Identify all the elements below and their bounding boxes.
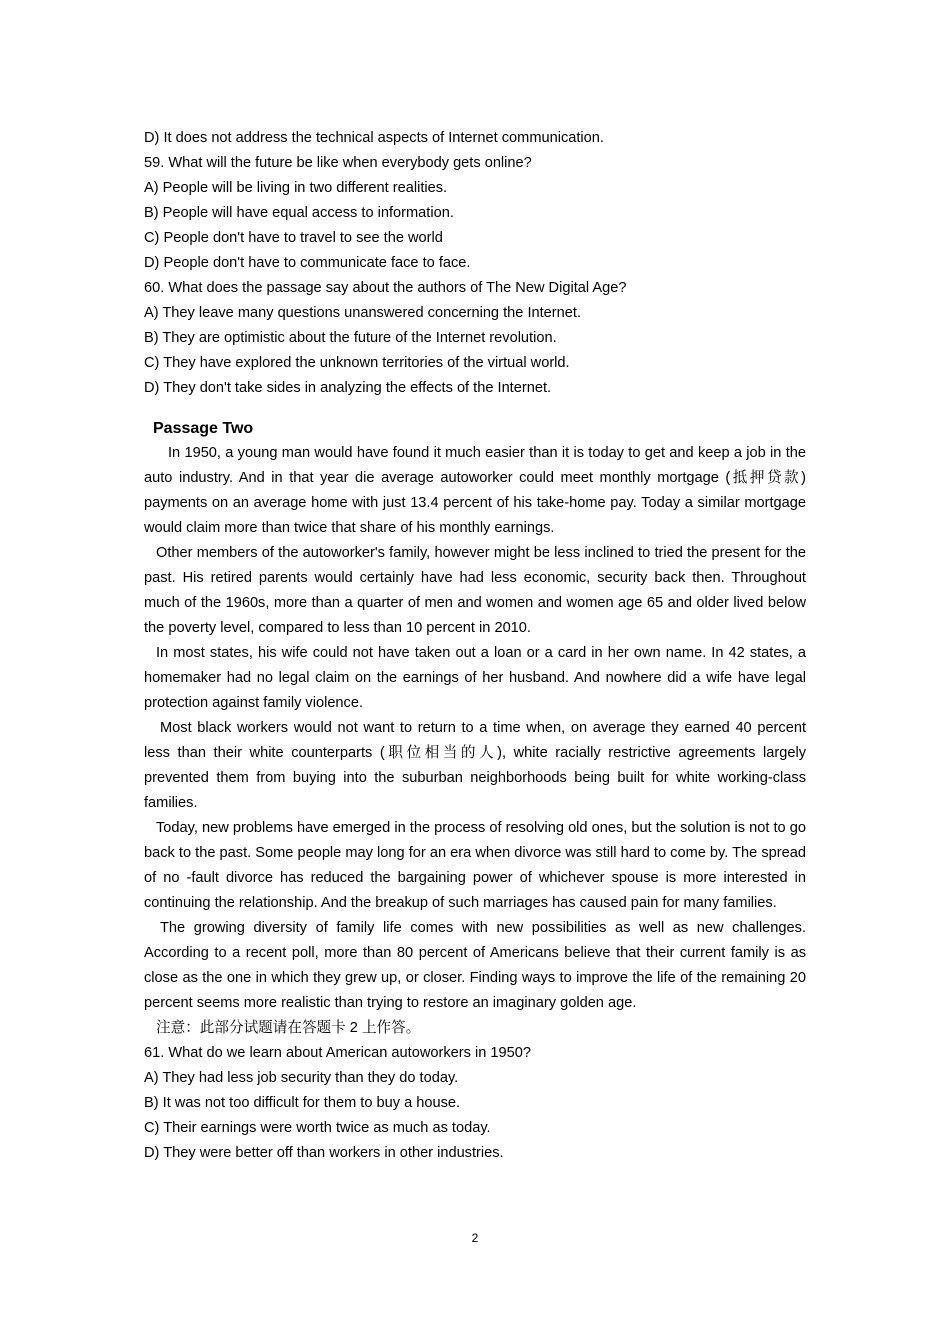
passage-title: Passage Two (153, 420, 254, 437)
q60-option-c: C) They have explored the unknown territories of the virtual world. (144, 355, 570, 371)
q61-option-c: C) Their earnings were worth twice as much as today. (144, 1120, 491, 1136)
q59-option-d: D) People don't have to communicate face to face. (144, 255, 471, 271)
passage-paragraph-3: In most states, his wife could not have taken out a loan or a card in her own name. In 42 states, a homemaker had no legal claim on the earnings of her husband. And nowhere did a wife have legal protection against family violence. (144, 645, 806, 711)
q59-option-c: C) People don't have to travel to see the world (144, 230, 443, 246)
passage-paragraph-2: Other members of the autoworker's family, however might be less inclined to tried the present for the past. His retired parents would certainly have had less economic, security back then. Throughout much of the 1960s, more than a quarter of men and women and women age 65 and older lived below the poverty level, compared to less than 10 percent in 2010. (144, 545, 806, 636)
q59-question: 59. What will the future be like when everybody gets online? (144, 155, 532, 171)
q59-option-a: A) People will be living in two different realities. (144, 180, 448, 196)
q59-option-b: B) People will have equal access to information. (144, 205, 454, 221)
q61-option-a: A) They had less job security than they do today. (144, 1070, 459, 1086)
q60-option-b: B) They are optimistic about the future of the Internet revolution. (144, 330, 557, 346)
passage-paragraph-5: Today, new problems have emerged in the process of resolving old ones, but the solution is not to go back to the past. Some people may long for an era when divorce was still hard to come by. The spread of no -fault divorce has reduced the bargaining power of whichever spouse is more interested in continuing the relationship. And the breakup of such marriages has caused pain for many families. (144, 820, 806, 911)
q60-option-a: A) They leave many questions unanswered concerning the Internet. (144, 305, 581, 321)
q58-option-d: D) It does not address the technical aspects of Internet communication. (144, 130, 604, 146)
passage-paragraph-6: The growing diversity of family life comes with new possibilities as well as new challenges. According to a recent poll, more than 80 percent of Americans believe that their current family is as close as the one in which they grew up, or closer. Finding ways to improve the life of the remaining 20 percent seems more realistic than trying to restore an imaginary golden age. (144, 920, 806, 1011)
page-content (144, 126, 806, 1166)
page-number: 2 (471, 1231, 479, 1245)
q60-option-d: D) They don't take sides in analyzing the effects of the Internet. (144, 380, 552, 396)
q61-option-d: D) They were better off than workers in other industries. (144, 1145, 504, 1161)
answer-sheet-note: 注意：此部分试题请在答题卡 2 上作答。 (156, 1020, 421, 1036)
passage-paragraph-4: Most black workers would not want to return to a time when, on average they earned 40 percent less than their white counterparts (职位相当的人), white racially restrictive agreements largely prevented them from buying into the suburban neighborhoods being built for white working-class families. (144, 720, 806, 811)
q61-question: 61. What do we learn about American autoworkers in 1950? (144, 1045, 531, 1061)
q60-question: 60. What does the passage say about the authors of The New Digital Age? (144, 280, 627, 296)
q61-option-b: B) It was not too difficult for them to buy a house. (144, 1095, 461, 1111)
passage-paragraph-1: In 1950, a young man would have found it much easier than it is today to get and keep a job in the auto industry. And in that year die average autoworker could meet monthly mortgage (抵押贷款) payments on an average home with just 13.4 percent of his take-home pay. Today a similar mortgage would claim more than twice that share of his monthly earnings. (144, 445, 806, 536)
